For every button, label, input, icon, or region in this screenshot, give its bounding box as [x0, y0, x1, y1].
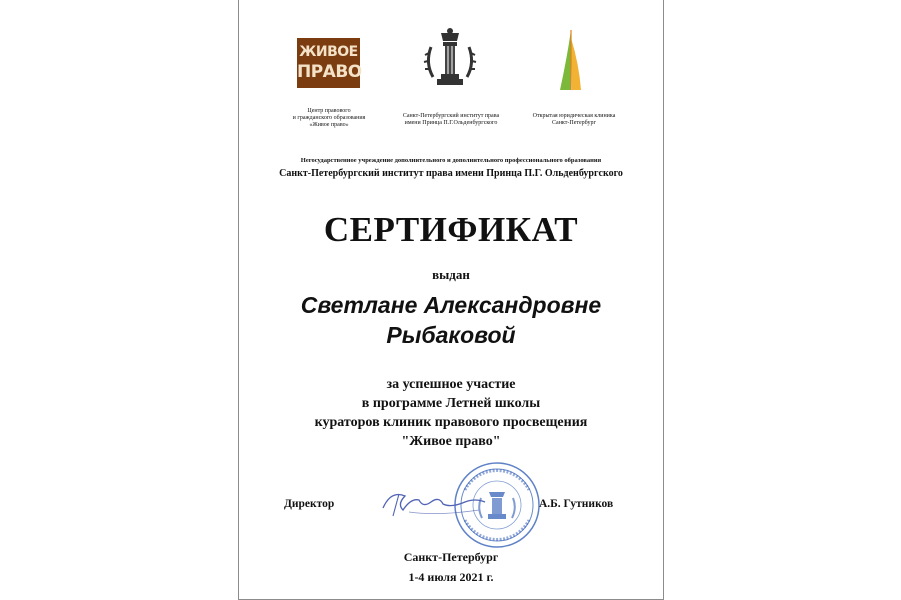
organization-name: Санкт-Петербургский институт права имени Принца П.Г. Ольденбургского: [279, 168, 623, 179]
issued-label: выдан: [432, 267, 470, 282]
institute-emblem-icon: [421, 25, 479, 90]
clinic-caption: Открытая юридическая клиника Санкт-Петербург: [532, 113, 616, 126]
director-signature-icon: [379, 486, 489, 520]
director-name: А.Б. Гутников: [539, 498, 614, 510]
award-reason: за успешное участие в программе Летней школы кураторов клиник правового просвещения "Живое право": [314, 377, 588, 449]
live-law-logo-bottom: ПРАВО: [297, 62, 362, 82]
institute-caption: Санкт-Петербургский институт права имени Принца П.Г.Ольденбургского: [402, 113, 500, 126]
director-label: Директор: [284, 498, 335, 510]
issue-date: 1-4 июля 2021 г.: [408, 570, 494, 584]
certificate-page: [238, 0, 664, 600]
organization-type: Негосударственное учреждение дополнительного и дополнительного профессионального образования: [300, 157, 602, 164]
issue-city: Санкт-Петербург: [403, 550, 499, 564]
recipient-name-line1: Светлане Александровне: [300, 292, 602, 318]
live-law-caption: Центр правового и гражданского образования «Живое право»: [292, 108, 366, 128]
live-law-logo-top: ЖИВОЕ: [299, 44, 358, 60]
live-law-logo: [297, 38, 360, 88]
clinic-sail-icon: [557, 28, 585, 96]
recipient-name-line2: Рыбаковой: [386, 322, 516, 348]
recipient-name: [239, 290, 663, 350]
certificate-title: СЕРТИФИКАТ: [323, 210, 579, 249]
